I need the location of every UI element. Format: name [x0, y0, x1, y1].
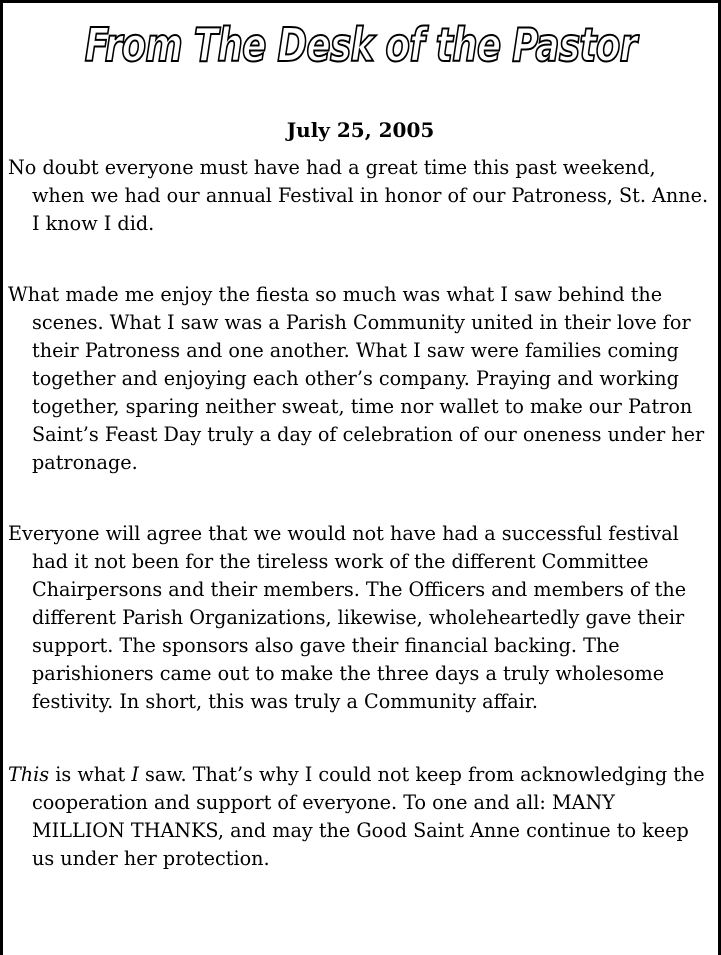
letter-body: [8, 154, 712, 873]
paragraph-4-text-b: saw. That’s why I could not keep from acknowledging the cooperation and support of everyone. To one and all: MANY MILLION THANKS, and may the Good Saint Anne continue to keep us under her protection.: [32, 763, 705, 870]
paragraph-3: Everyone will agree that we would not have had a successful festival had it not been for the tireless work of the different Committee Chairpersons and their members. The Officers and members of the different Parish Organizations, likewise, wholeheartedly gave their support. The sponsors also gave their financial backing. The parishioners came out to make the three days a truly wholesome festivity. In short, this was truly a Community affair.: [8, 522, 687, 713]
paragraph-4-text-a: is what: [49, 763, 132, 786]
emphasis-this: This: [8, 763, 50, 786]
emphasis-i: I: [131, 763, 139, 786]
paragraph-4: [8, 761, 712, 873]
letter-date: July 25, 2005: [286, 118, 435, 142]
paragraph-1: No doubt everyone must have had a great time this past weekend, when we had our annual Festival in honor of our Patroness, St. Anne. I know I did.: [8, 156, 709, 235]
page-title: From The Desk of the Pastor: [84, 18, 637, 72]
header: [0, 18, 721, 72]
paragraph-2: What made me enjoy the fiesta so much was what I saw behind the scenes. What I saw was a Parish Community united in their love for their Patroness and one another. What I saw were families coming together and enjoying each other’s company. Praying and working together, sparing neither sweat, time nor wallet to make our Patron Saint’s Feast Day truly a day of celebration of our oneness under her patronage.: [8, 283, 705, 474]
